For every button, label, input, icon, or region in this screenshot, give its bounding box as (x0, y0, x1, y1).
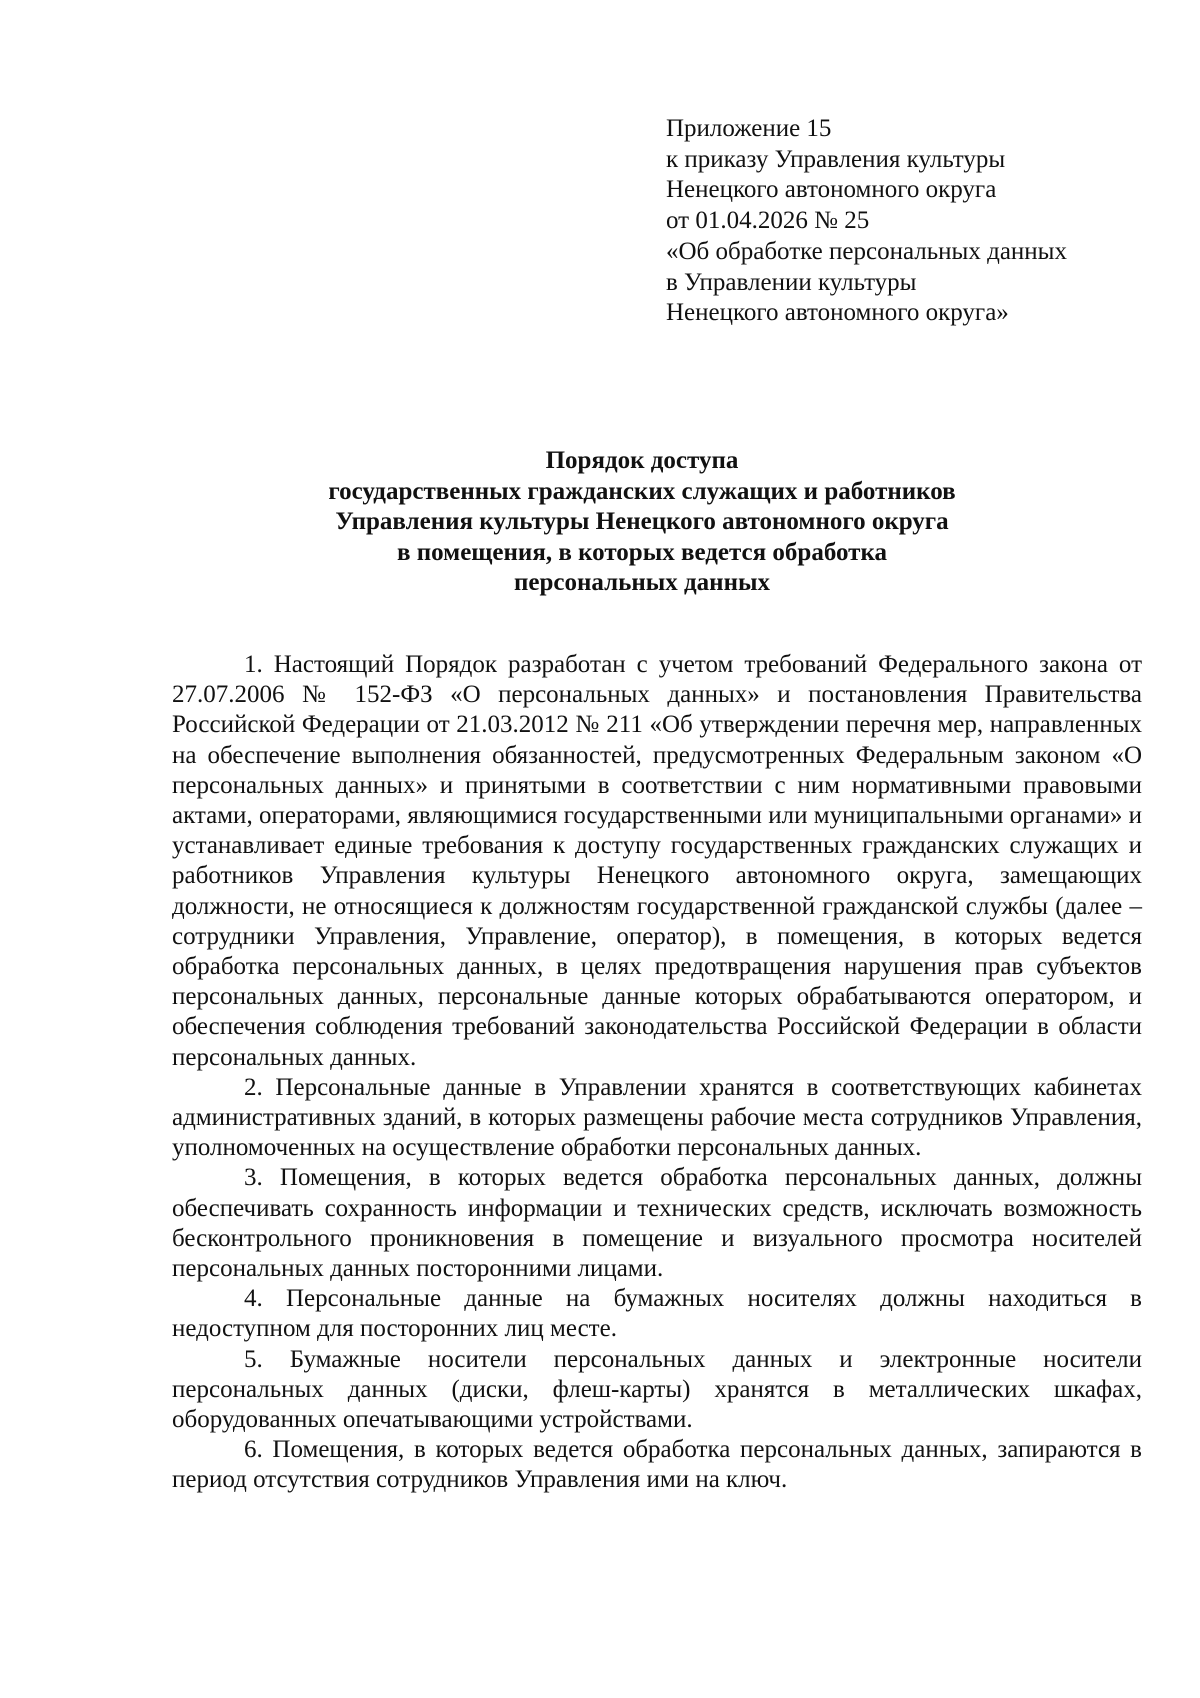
paragraph-3: 3. Помещения, в которых ведется обработка персональных данных, должны обеспечивать сохранность информации и технических средств, исключать возможность бесконтрольного проникновения в помещение и визуального просмотра носителей персональных данных посторонними лицами. (172, 1164, 1142, 1283)
title-line: в помещения, в которых ведется обработка (397, 538, 887, 566)
appendix-line: Приложение 15 (666, 115, 832, 142)
title-line: Управления культуры Ненецкого автономного округа (335, 508, 949, 535)
title-line: Порядок доступа (545, 447, 739, 474)
document-body (172, 650, 1142, 1496)
paragraph-6: 6. Помещения, в которых ведется обработка персональных данных, запираются в период отсутствия сотрудников Управления ими на ключ. (172, 1436, 1142, 1494)
title-line: государственных гражданских служащих и работников (328, 477, 956, 505)
paragraph-2: 2. Персональные данные в Управлении хранятся в соответствующих кабинетах административных зданий, в которых размещены рабочие места сотрудников Управления, уполномоченных на осуществление обработки персональных данных. (172, 1073, 1142, 1162)
paragraph-4: 4. Персональные данные на бумажных носителях должны находиться в недоступном для посторонних лиц месте. (172, 1285, 1142, 1343)
title-line: персональных данных (513, 569, 771, 596)
paragraph-1: 1. Настоящий Порядок разработан с учетом требований Федерального закона от 27.07.2006 № 152-ФЗ «О персональных данных» и постановления Правительства Российской Федерации от 21.03.2012 № 211 «Об утверждении перечня мер, направленных на обеспечение выполнения обязанностей, предусмотренных Федеральным законом «О персональных данных» и принятыми в соответствии с ним нормативными правовыми актами, операторами, являющимися государственными или муниципальными органами» и устанавливает единые требования к доступу государственных гражданских служащих и работников Управления культуры Ненецкого автономного округа, замещающих должности, не относящиеся к должностям государственной гражданской службы (далее – сотрудники Управления, Управление, оператор), в помещения, в которых ведется обработка персональных данных, в целях предотвращения нарушения прав субъектов персональных данных, персональные данные которых обрабатываются оператором, и обеспечения соблюдения требований законодательства Российской Федерации в области персональных данных. (172, 651, 1142, 1071)
appendix-line: от 01.04.2026 № 25 (666, 207, 870, 235)
appendix-line: Ненецкого автономного округа» (666, 299, 1009, 327)
appendix-line: Ненецкого автономного округа (666, 176, 997, 204)
appendix-line: «Об обработке персональных данных (666, 237, 1067, 265)
appendix-line: в Управлении культуры (666, 268, 917, 296)
paragraph-5: 5. Бумажные носители персональных данных и электронные носители персональных данных (диски, флеш-карты) хранятся в металлических шкафах, оборудованных опечатывающими устройствами. (172, 1345, 1142, 1434)
document-title (172, 446, 1112, 599)
appendix-line: к приказу Управления культуры (666, 145, 1006, 173)
appendix-block (666, 114, 1146, 329)
